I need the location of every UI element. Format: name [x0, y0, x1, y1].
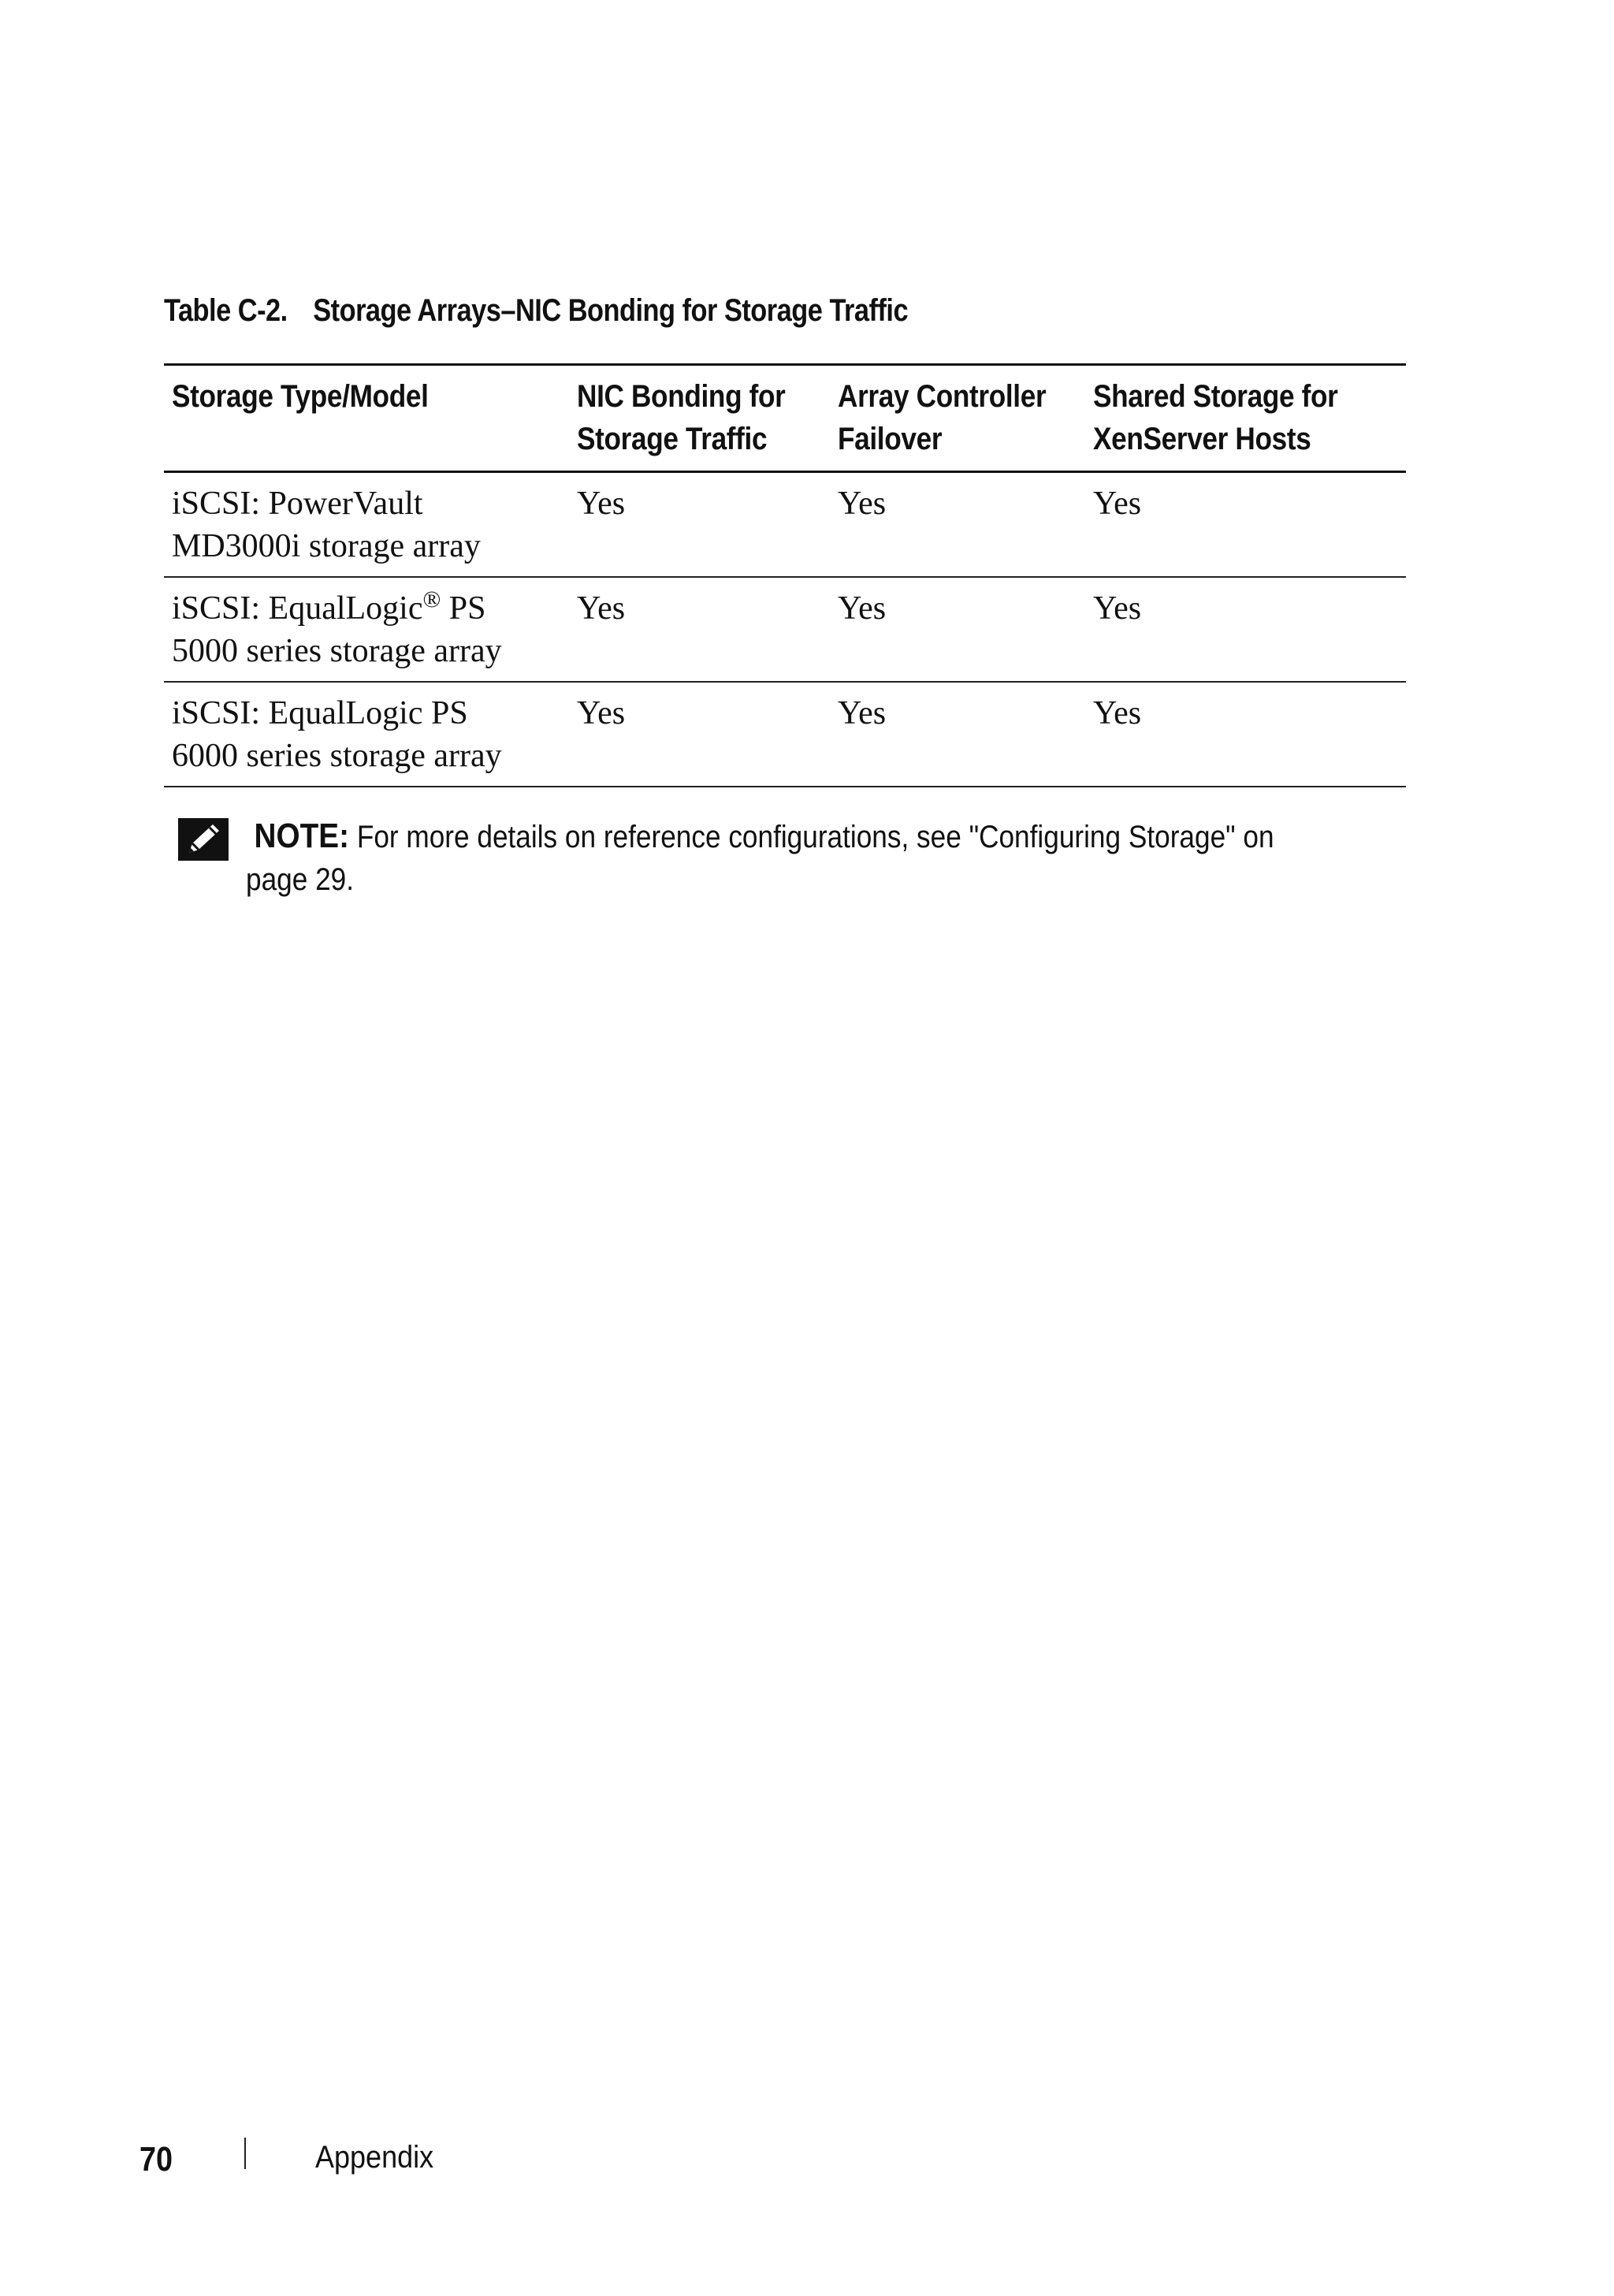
cell-shared-storage: Yes: [1093, 486, 1142, 522]
table-number: Table C-2.: [164, 293, 288, 328]
cell-model: iSCSI: EqualLogic PS 6000 series storage array: [172, 695, 502, 774]
table-title: Storage Arrays–NIC Bonding for Storage Traffic: [313, 293, 909, 328]
storage-arrays-table: [164, 363, 1406, 787]
note-line2: page 29.: [246, 862, 355, 897]
cell-controller-failover: Yes: [838, 590, 887, 627]
header-nic-bonding: NIC Bonding for Storage Traffic: [577, 379, 786, 456]
cell-controller-failover: Yes: [838, 695, 887, 731]
header-storage-type: Storage Type/Model: [172, 379, 429, 414]
header-shared-storage: Shared Storage for XenServer Hosts: [1093, 379, 1338, 456]
cell-controller-failover: Yes: [838, 486, 887, 522]
cell-nic-bonding: Yes: [577, 695, 626, 731]
note-line1: For more details on reference configurations, see "Configuring Storage" on: [356, 820, 1274, 854]
note-pencil-icon: [178, 818, 229, 861]
cell-model: iSCSI: EqualLogic® PS 5000 series storage array: [172, 586, 502, 669]
cell-nic-bonding: Yes: [577, 590, 626, 627]
cell-shared-storage: Yes: [1093, 590, 1142, 627]
page-number: 70: [139, 2140, 173, 2179]
footer-section-name: Appendix: [315, 2140, 434, 2175]
table-row: [164, 473, 1406, 578]
cell-model: iSCSI: PowerVault MD3000i storage array: [172, 486, 481, 564]
header-controller-failover: Array Controller Failover: [838, 379, 1047, 456]
table-header-row: [164, 366, 1406, 473]
table-row: [164, 578, 1406, 683]
note-label: NOTE:: [254, 817, 350, 855]
footer-divider: [244, 2138, 246, 2169]
cell-nic-bonding: Yes: [577, 486, 626, 522]
note-text: [246, 815, 1300, 901]
table-row: [164, 683, 1406, 787]
table-caption: [164, 293, 908, 329]
registered-mark: ®: [422, 586, 441, 612]
cell-shared-storage: Yes: [1093, 695, 1142, 731]
